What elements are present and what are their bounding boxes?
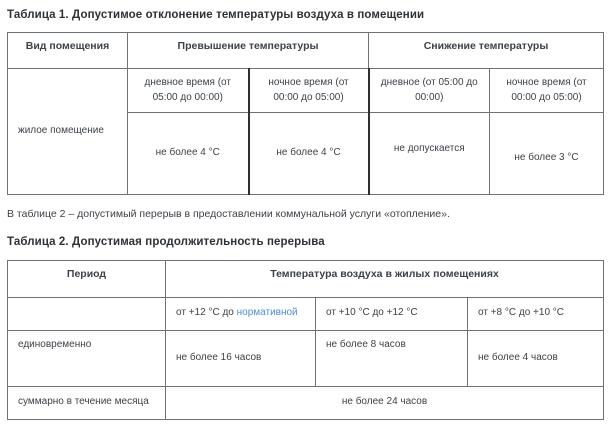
table1-value-excess-night: не более 4 °С (249, 113, 369, 195)
table2-range-1 (166, 297, 316, 330)
table2-header-temperature: Температура воздуха в жилых помещениях (166, 261, 604, 297)
table2-header-period: Период (8, 261, 166, 297)
table2-once-value-3: не более 4 часов (468, 330, 604, 386)
table1-value-excess-day: не более 4 °С (128, 113, 249, 195)
table1-subheader-excess-day: дневное время (от 05:00 до 00:00) (128, 69, 249, 113)
table1-header-decrease: Снижение температуры (369, 33, 604, 69)
table1-value-decrease-night: не более 3 °С (490, 113, 604, 195)
table2-period-monthly: суммарно в течение месяца (8, 386, 166, 419)
table1-header-excess: Превышение температуры (128, 33, 369, 69)
table2-period-once: единовременно (8, 330, 166, 386)
empty-cell (8, 297, 166, 330)
table1-subheader-row (8, 69, 604, 113)
table-temperature-deviation (7, 32, 604, 195)
table1-value-decrease-day: не допускается (369, 113, 490, 195)
table2-range-3: от +8 °С до +10 °С (468, 297, 604, 330)
table1-header-row (8, 33, 604, 69)
table2-once-value-1: не более 16 часов (166, 330, 316, 386)
note-paragraph: В таблице 2 – допустимый перерыв в предоставлении коммунальной услуги «отопление». (7, 208, 450, 221)
range1-prefix: от +12 °С до (176, 307, 237, 319)
normative-link[interactable]: нормативной (236, 307, 298, 319)
table-interruption-duration (7, 260, 604, 419)
table2-ranges-row (8, 297, 604, 330)
table2-range-2: от +10 °С до +12 °С (316, 297, 468, 330)
table1-room-cell: жилое помещение (8, 69, 128, 195)
table2-title: Таблица 2. Допустимая продолжительность перерыва (7, 236, 325, 249)
table1-subheader-excess-night: ночное время (от 00:00 до 05:00) (249, 69, 369, 113)
table2-once-value-2: не более 8 часов (316, 330, 468, 386)
table1-subheader-decrease-night: ночное время (от 00:00 до 05:00) (490, 69, 604, 113)
table1-header-room-type: Вид помещения (8, 33, 128, 69)
table1-title: Таблица 1. Допустимое отклонение температуры воздуха в помещении (7, 9, 425, 21)
table2-monthly-total: не более 24 часов (166, 386, 604, 419)
table2-row-monthly (8, 386, 604, 419)
table2-header-row (8, 261, 604, 297)
table2-row-once (8, 330, 604, 386)
table1-subheader-decrease-day: дневное (от 05:00 до 00:00) (369, 69, 490, 113)
